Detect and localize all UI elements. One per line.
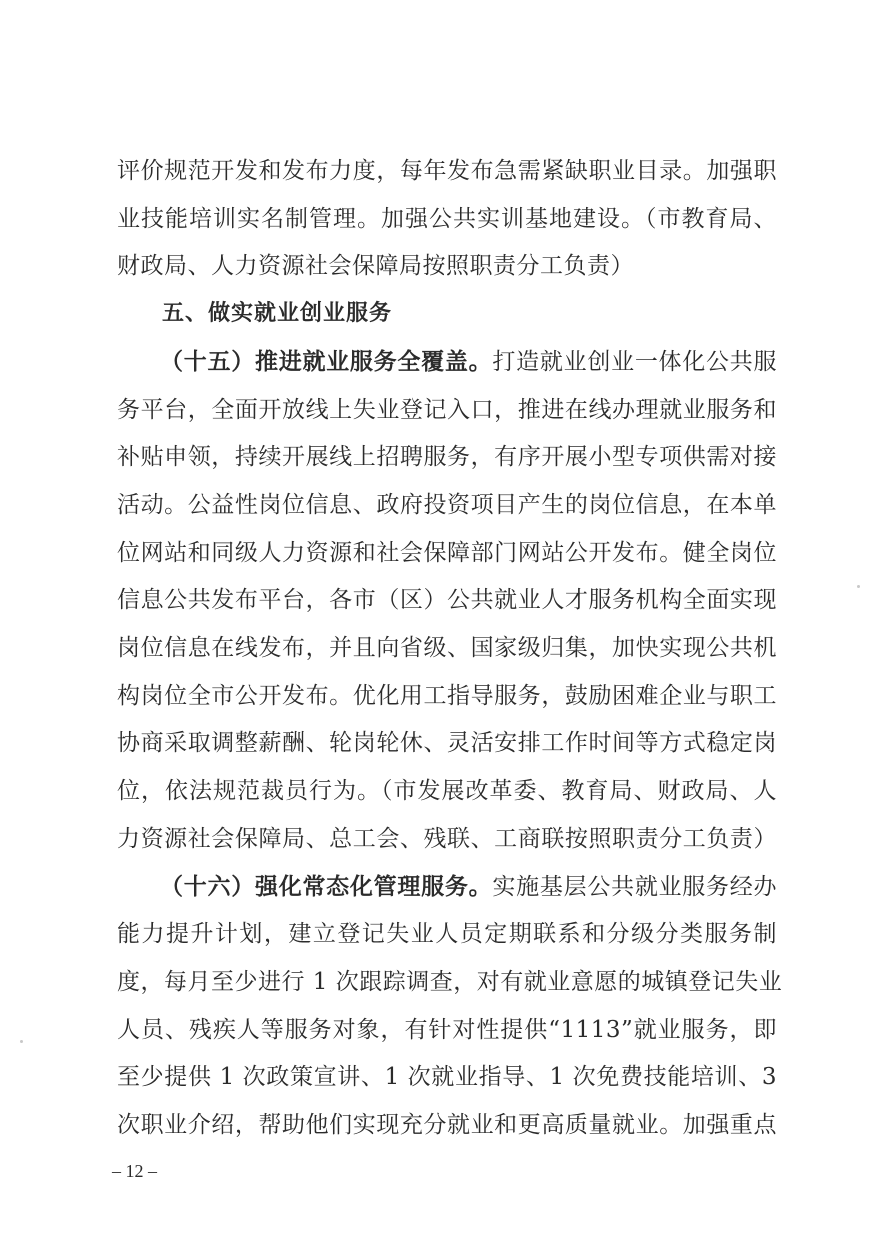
paragraph-line: 位网站和同级人力资源和社会保障部门网站公开发布。健全岗位 (117, 540, 777, 566)
paragraph-line: 务平台，全面开放线上失业登记入口，推进在线办理就业服务和 (117, 397, 777, 423)
paragraph-line: 力资源社会保障局、总工会、残联、工商联按照职责分工负责） (117, 826, 777, 852)
paragraph-line: 位，依法规范裁员行为。（市发展改革委、教育局、财政局、人 (117, 778, 777, 804)
paragraph-line: 补贴申领，持续开展线上招聘服务，有序开展小型专项供需对接 (117, 444, 777, 470)
scan-speck (20, 1040, 23, 1043)
paragraph-line: 协商采取调整薪酬、轮岗轮休、灵活安排工作时间等方式稳定岗 (117, 730, 777, 756)
paragraph-line: 能力提升计划，建立登记失业人员定期联系和分级分类服务制 (117, 921, 777, 947)
item-16-title: （十六）强化常态化管理服务。 (160, 873, 493, 900)
section-heading: 五、做实就业创业服务 (162, 301, 393, 326)
paragraph-line: 活动。公益性岗位信息、政府投资项目产生的岗位信息，在本单 (117, 492, 777, 518)
item-15-title: （十五）推进就业服务全覆盖。 (160, 348, 493, 375)
paragraph-line: 岗位信息在线发布，并且向省级、国家级归集，加快实现公共机 (117, 635, 777, 661)
paragraph-line: 次职业介绍，帮助他们实现充分就业和更高质量就业。加强重点 (117, 1112, 777, 1138)
item-15-first-line (160, 347, 777, 377)
item-15-first-line-text: 打造就业创业一体化公共服 (492, 349, 778, 375)
paragraph-line: 至少提供 1 次政策宣讲、1 次就业指导、1 次免费技能培训、3 (117, 1064, 777, 1090)
paragraph-line: 人员、残疾人等服务对象，有针对性提供“1113”就业服务，即 (117, 1017, 777, 1043)
item-16-first-line (160, 872, 777, 902)
paragraph-line: 业技能培训实名制管理。加强公共实训基地建设。（市教育局、 (117, 206, 777, 232)
page-number: – 12 – (112, 1161, 157, 1181)
paragraph-line: 信息公共发布平台，各市（区）公共就业人才服务机构全面实现 (117, 587, 777, 613)
paragraph-line: 构岗位全市公开发布。优化用工指导服务，鼓励困难企业与职工 (117, 683, 777, 709)
paragraph-line: 财政局、人力资源社会保障局按照职责分工负责） (117, 253, 634, 279)
paragraph-line: 度，每月至少进行 1 次跟踪调查，对有就业意愿的城镇登记失业 (117, 969, 783, 995)
paragraph-line: 评价规范开发和发布力度，每年发布急需紧缺职业目录。加强职 (117, 158, 777, 184)
item-16-first-line-text: 实施基层公共就业服务经办 (492, 874, 778, 900)
scan-speck (857, 585, 860, 588)
